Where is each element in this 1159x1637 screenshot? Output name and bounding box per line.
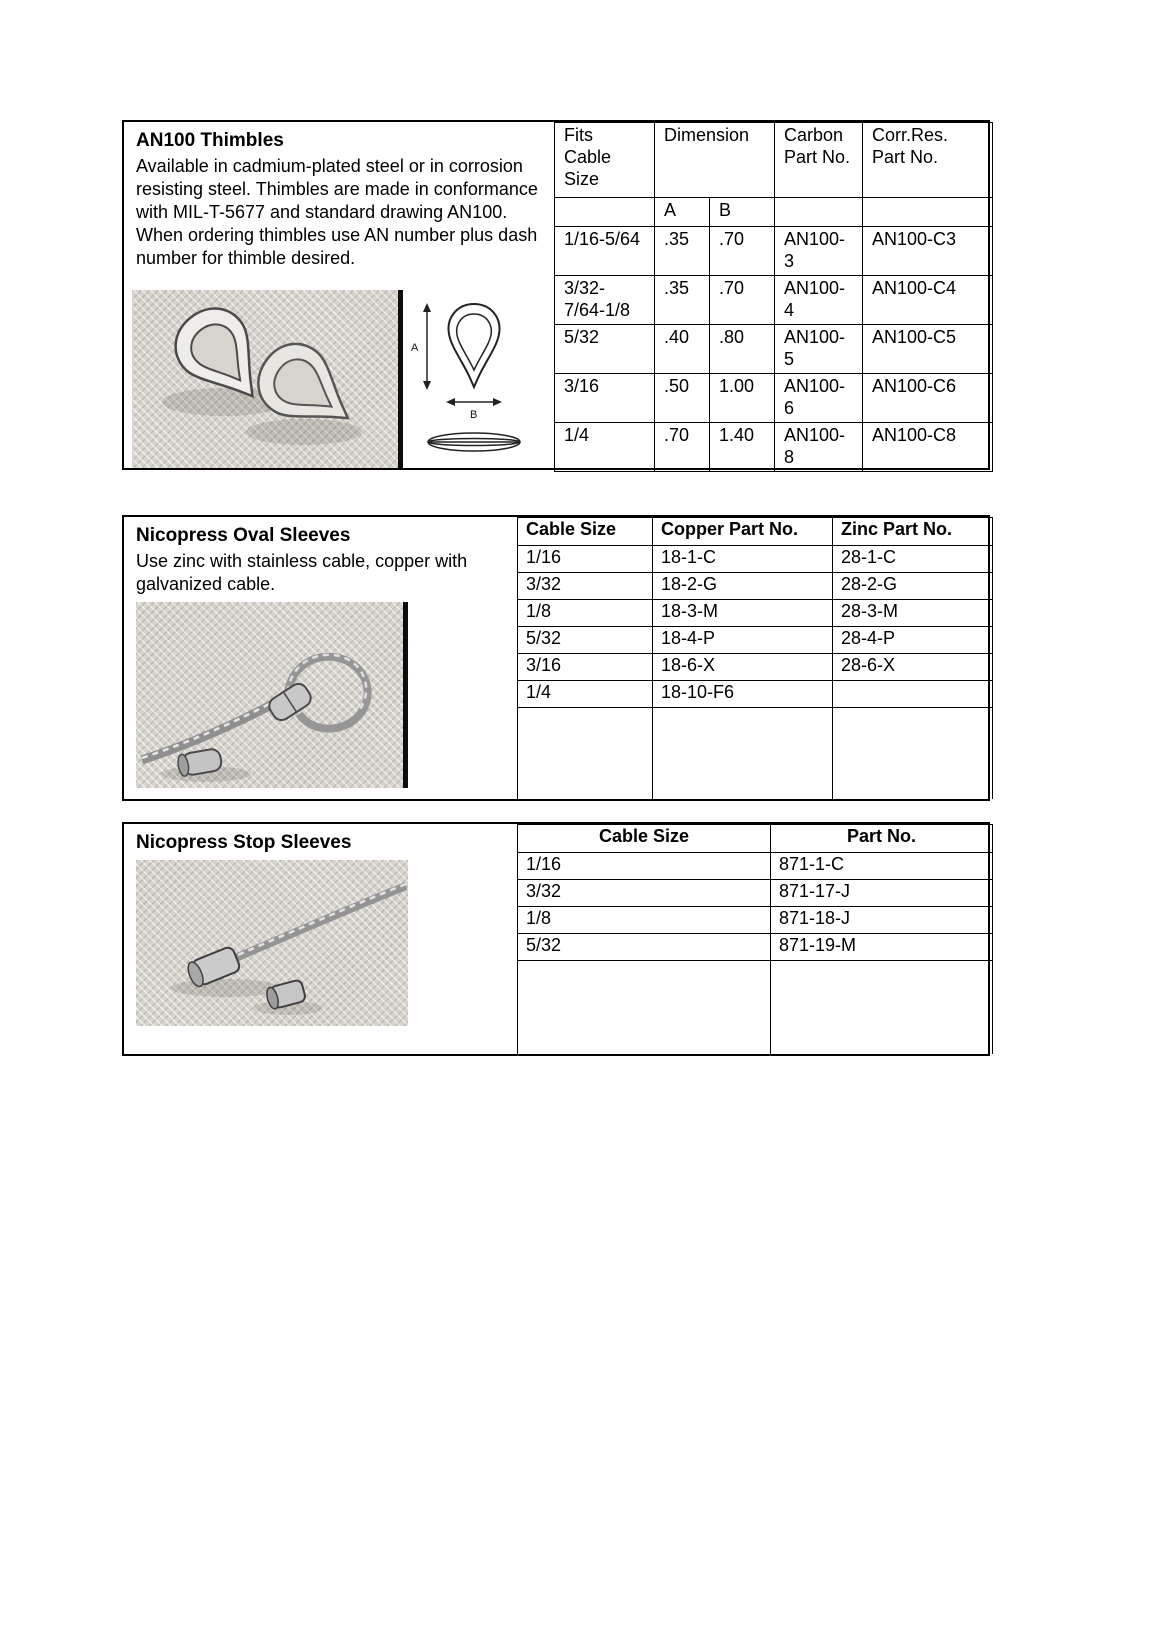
table-row (518, 907, 993, 934)
cell-cable-size: 3/32-7/64-1/8 (555, 276, 655, 325)
cell-carbon-part: AN100-3 (775, 227, 863, 276)
section-nicopress-stop-sleeves (122, 822, 990, 1056)
thimbles-info-pane (124, 122, 554, 468)
thimbles-photo (132, 290, 398, 468)
section-nicopress-oval-sleeves (122, 515, 990, 801)
cell-zinc-part (833, 681, 993, 708)
cell-cable-size: 1/8 (518, 907, 771, 934)
table-filler-row (518, 708, 993, 800)
cell-cable-size: 3/16 (555, 374, 655, 423)
cell-part-no: 871-17-J (771, 880, 993, 907)
table-row (518, 654, 993, 681)
col-header-fits-cable-size: Fits Cable Size (555, 123, 655, 198)
cell-dim-b: 1.40 (710, 423, 775, 472)
cell-dim-b: .70 (710, 227, 775, 276)
cell-part-no: 871-19-M (771, 934, 993, 961)
cell-cable-size: 5/32 (518, 627, 653, 654)
col-header-dimension: Dimension (655, 123, 775, 198)
cell-cable-size: 3/16 (518, 654, 653, 681)
photo-divider-line (403, 602, 408, 788)
section-title: Nicopress Oval Sleeves (136, 525, 351, 546)
cell-cable-size: 1/4 (518, 681, 653, 708)
thimbles-figure (132, 290, 546, 468)
table-row (518, 681, 993, 708)
empty-header-cell (555, 198, 655, 227)
oval-sleeves-table (517, 517, 993, 799)
cell-copper-part: 18-2-G (653, 573, 833, 600)
section-an100-thimbles (122, 120, 990, 470)
cell-carbon-part: AN100-8 (775, 423, 863, 472)
col-header-carbon-part-no: Carbon Part No. (775, 123, 863, 198)
cell-cable-size: 1/16 (518, 853, 771, 880)
cell-cable-size: 3/32 (518, 880, 771, 907)
oval-sleeves-photo (136, 602, 403, 788)
section-title: Nicopress Stop Sleeves (136, 832, 352, 853)
cell-dim-a: .35 (655, 276, 710, 325)
an100-thimbles-table (554, 122, 993, 472)
cell-part-no: 871-18-J (771, 907, 993, 934)
cell-cable-size: 3/32 (518, 573, 653, 600)
col-header-part-no: Part No. (771, 825, 993, 853)
cell-carbon-part: AN100-5 (775, 325, 863, 374)
cell-cable-size: 1/16 (518, 546, 653, 573)
stop-sleeves-figure (136, 860, 505, 1026)
stop-sleeves-info-pane (124, 824, 517, 1054)
empty-cell (833, 708, 993, 800)
empty-cell (518, 708, 653, 800)
empty-cell (771, 961, 993, 1055)
cell-dim-a: .70 (655, 423, 710, 472)
cell-part-no: 871-1-C (771, 853, 993, 880)
cell-carbon-part: AN100-4 (775, 276, 863, 325)
cell-copper-part: 18-3-M (653, 600, 833, 627)
cell-copper-part: 18-4-P (653, 627, 833, 654)
table-row (518, 880, 993, 907)
cell-zinc-part: 28-1-C (833, 546, 993, 573)
empty-cell (653, 708, 833, 800)
thimble-dimension-diagram (403, 290, 546, 468)
cell-dim-a: .40 (655, 325, 710, 374)
col-header-corr-res-part-no: Corr.Res. Part No. (863, 123, 993, 198)
stop-sleeves-photo-art (136, 860, 408, 1026)
cell-copper-part: 18-1-C (653, 546, 833, 573)
oval-sleeves-info-pane (124, 517, 517, 799)
cell-cable-size: 1/16-5/64 (555, 227, 655, 276)
cell-cable-size: 1/8 (518, 600, 653, 627)
stop-sleeves-photo (136, 860, 408, 1026)
table-row (518, 573, 993, 600)
section-title: AN100 Thimbles (136, 130, 284, 151)
cell-corr-part: AN100-C4 (863, 276, 993, 325)
stop-sleeves-table (517, 824, 993, 1054)
section-description: Use zinc with stainless cable, copper with galvanized cable. (136, 551, 468, 595)
cell-cable-size: 5/32 (518, 934, 771, 961)
section-description: Available in cadmium-plated steel or in corrosion resisting steel. Thimbles are made in conformance with MIL-T-5677 and standard drawing AN100. When ordering thimbles use AN number plus dash number for thimble desired. (136, 156, 538, 269)
col-header-cable-size: Cable Size (518, 825, 771, 853)
col-header-zinc-part-no: Zinc Part No. (833, 518, 993, 546)
cell-dim-a: .35 (655, 227, 710, 276)
oval-sleeves-photo-art (136, 602, 403, 788)
sub-header-b: B (710, 198, 775, 227)
cell-dim-b: .70 (710, 276, 775, 325)
diagram-label-b: B (470, 409, 478, 421)
cell-copper-part: 18-6-X (653, 654, 833, 681)
table-row (555, 227, 993, 276)
table-row (555, 325, 993, 374)
cell-carbon-part: AN100-6 (775, 374, 863, 423)
cell-corr-part: AN100-C6 (863, 374, 993, 423)
table-row (518, 546, 993, 573)
table-row (518, 600, 993, 627)
cell-zinc-part: 28-3-M (833, 600, 993, 627)
cell-corr-part: AN100-C8 (863, 423, 993, 472)
cell-dim-b: .80 (710, 325, 775, 374)
table-row (518, 853, 993, 880)
cell-copper-part: 18-10-F6 (653, 681, 833, 708)
cell-dim-a: .50 (655, 374, 710, 423)
thimbles-photo-art (132, 290, 398, 468)
col-header-cable-size: Cable Size (518, 518, 653, 546)
col-header-copper-part-no: Copper Part No. (653, 518, 833, 546)
table-row (555, 374, 993, 423)
cell-corr-part: AN100-C5 (863, 325, 993, 374)
empty-header-cell (775, 198, 863, 227)
oval-sleeves-figure (136, 602, 505, 788)
cell-cable-size: 1/4 (555, 423, 655, 472)
diagram-label-a: A (411, 342, 419, 354)
sub-header-a: A (655, 198, 710, 227)
thimble-diagram-art (403, 290, 546, 468)
cell-cable-size: 5/32 (555, 325, 655, 374)
table-row (555, 276, 993, 325)
cell-zinc-part: 28-2-G (833, 573, 993, 600)
empty-cell (518, 961, 771, 1055)
table-filler-row (518, 961, 993, 1055)
cell-zinc-part: 28-4-P (833, 627, 993, 654)
table-row (518, 627, 993, 654)
cell-corr-part: AN100-C3 (863, 227, 993, 276)
table-row (518, 934, 993, 961)
table-row (555, 423, 993, 472)
cell-zinc-part: 28-6-X (833, 654, 993, 681)
cell-dim-b: 1.00 (710, 374, 775, 423)
empty-header-cell (863, 198, 993, 227)
